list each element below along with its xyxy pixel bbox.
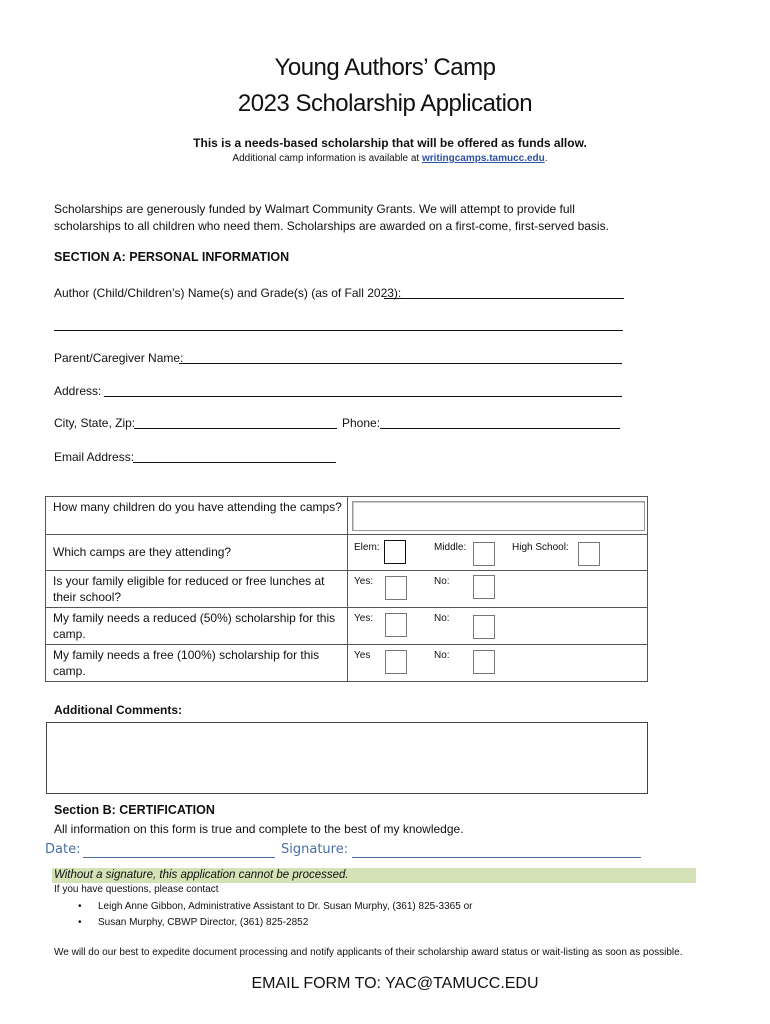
intro-paragraph: Scholarships are generously funded by Walmart Community Grants. We will attempt to provide full scholarships to all children who need them. Scholarships are awarded on a first-come, first-served basis. [54,202,609,233]
address-label: Address: [54,384,102,398]
date-field-line[interactable] [83,857,275,858]
email-label: Email Address: [54,450,135,464]
no-label: No: [434,613,450,624]
author-label: Author (Child/Children’s) Name(s) and Grade(s) (as of Fall 2023): [54,286,402,300]
question-children-count: How many children do you have attending the camps? [46,497,348,535]
section-a-heading: SECTION A: PERSONAL INFORMATION [54,250,290,264]
lunch-yes-checkbox[interactable] [385,576,407,600]
list-item: • Leigh Anne Gibbon, Administrative Assistant to Dr. Susan Murphy, (361) 825-3365 or [78,899,472,915]
info-suffix: . [544,153,548,164]
contact-intro: If you have questions, please contact [54,884,219,895]
table-row [46,608,648,645]
comments-textarea[interactable] [46,722,648,794]
question-reduced-scholarship: My family needs a reduced (50%) scholarship for this camp. [46,608,348,645]
middle-checkbox[interactable] [473,542,495,566]
reduced-no-checkbox[interactable] [473,615,495,639]
city-label: City, State, Zip: [54,416,136,430]
table-row [46,571,648,608]
yes-label: Yes: [354,613,374,624]
signature-label: Signature: [281,842,349,857]
email-form-instruction: EMAIL FORM TO: YAC@TAMUCC.EDU [251,975,539,992]
author-field-line-2[interactable] [54,330,623,331]
signature-warning: Without a signature, this application cannot be processed. [52,868,696,883]
question-lunch-eligibility: Is your family eligible for reduced or free lunches at their school? [46,571,348,608]
no-label: No: [434,650,450,661]
section-b-heading: Section B: CERTIFICATION [54,803,215,817]
answer-cell [348,608,648,645]
free-no-checkbox[interactable] [473,650,495,674]
phone-label: Phone: [342,416,381,430]
elem-label: Elem: [354,542,380,553]
high-school-checkbox[interactable] [578,542,600,566]
question-camps: Which camps are they attending? [46,535,348,571]
elem-checkbox[interactable] [384,540,406,564]
expedite-notice: We will do our best to expedite document processing and notify applicants of their scholarship award status or wait-listing as soon as possible. [54,947,683,958]
needs-based-notice: This is a needs-based scholarship that will be offered as funds allow. [193,136,587,150]
phone-field-line[interactable] [380,428,620,429]
table-row [46,535,648,571]
answer-cell [348,571,648,608]
children-count-input[interactable] [352,501,645,531]
table-row [46,497,648,535]
camp-questions-table [45,496,648,682]
yes-label: Yes [354,650,371,661]
parent-field-line[interactable] [179,363,622,364]
list-item: • Susan Murphy, CBWP Director, (361) 825-2852 [78,915,472,931]
free-yes-checkbox[interactable] [385,650,407,674]
answer-cell [348,645,648,682]
info-prefix: Additional camp information is available at [232,153,422,164]
title-line-2: 2023 Scholarship Application [237,90,533,117]
certification-statement: All information on this form is true and complete to the best of my knowledge. [54,822,464,836]
email-field-line[interactable] [133,462,336,463]
middle-label: Middle: [434,542,467,553]
lunch-no-checkbox[interactable] [473,575,495,599]
city-field-line[interactable] [134,428,337,429]
answer-cell [348,535,648,571]
website-link[interactable]: writingcamps.tamucc.edu [421,153,545,164]
reduced-yes-checkbox[interactable] [385,613,407,637]
parent-label: Parent/Caregiver Name: [54,351,184,365]
answer-cell [348,497,648,535]
contact-list [78,899,472,931]
address-field-line[interactable] [104,396,622,397]
yes-label: Yes: [354,576,374,587]
question-free-scholarship: My family needs a free (100%) scholarship for this camp. [46,645,348,682]
table-row [46,645,648,682]
title-line-1: Young Authors’ Camp [274,54,496,81]
comments-label: Additional Comments: [54,703,182,717]
date-label: Date: [45,842,81,857]
author-field-line[interactable] [384,298,624,299]
high-school-label: High School: [512,542,569,553]
signature-field-line[interactable] [352,857,641,858]
info-line [0,153,770,164]
no-label: No: [434,576,450,587]
